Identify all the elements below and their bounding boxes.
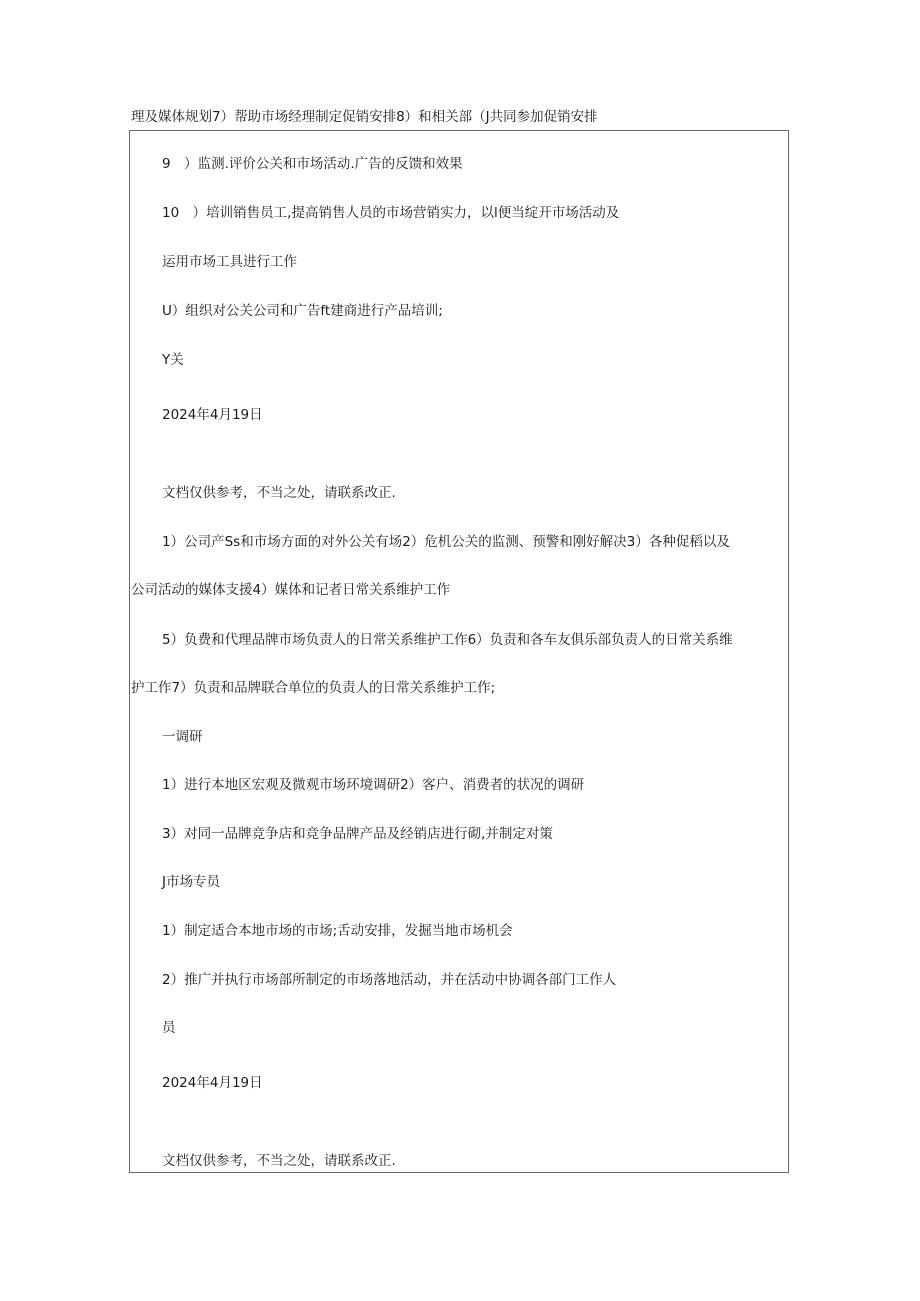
section-heading-pr: Y关 — [162, 352, 184, 368]
disclaimer-line-2: 文档仅供参考，不当之处，请联系改正. — [162, 1153, 396, 1169]
text-line-research-1: 1）进行本地区宏观及微观市场环境调研2）客户、消费者的状况的调研 — [162, 777, 585, 793]
date-line-2: 2024年4月19日 — [162, 1075, 263, 1091]
text-line-specialist-1: 1）制定适合本地市场的市场;舌动安排，发掘当地市场机会 — [162, 923, 513, 939]
section-heading-research: 一调研 — [162, 729, 203, 745]
text-line-research-2: 3）对同一品牌竞争店和竞争品牌产品及经销店进行砌,并制定对策 — [162, 826, 553, 842]
text-line-specialist-3: 员 — [162, 1020, 176, 1036]
text-line-pr-training: U）组织对公关公司和广告ft建商进行产品培训; — [162, 303, 443, 319]
text-line-monitoring: 9 ）监测.评价公关和市场活动.广告的反馈和效果 — [162, 156, 463, 172]
text-line-training: 10 ）培训销售员工,提高销售人员的市场营销实力，以l便当绽开市场活动及 — [162, 205, 620, 221]
text-line-pr-duties-2: 公司活动的媒体支援4）媒体和记者日常关系维护工作 — [131, 582, 451, 598]
document-frame — [129, 130, 789, 1173]
text-line-pr-duties-1: 1）公司产Ss和市场方面的对外公关有场2）危机公关的监测、预警和刚好解决3）各种促稻以及 — [162, 534, 730, 550]
disclaimer-line-1: 文档仅供参考，不当之处，请联系改正. — [162, 485, 396, 501]
date-line-1: 2024年4月19日 — [162, 407, 263, 423]
section-heading-specialist: J市场专员 — [162, 874, 220, 890]
text-line-relations-2: 护工作7）负责和品牌联合单位的负责人的日常关系维护工作; — [131, 680, 496, 696]
header-line: 理及媒体规划7）帮助市场经理制定促销安排8）和相关部（J共同参加促销安排 — [131, 109, 598, 125]
text-line-specialist-2: 2）推广并执行市场部所制定的市场落地活动，并在活动中协调各部门工作人 — [162, 972, 617, 988]
text-line-tools: 运用市场工具进行工作 — [162, 254, 297, 270]
text-line-relations-1: 5）负费和代理品牌市场负责人的日常关系维护工作6）负责和各车友俱乐部负责人的日常关系维 — [162, 632, 733, 648]
